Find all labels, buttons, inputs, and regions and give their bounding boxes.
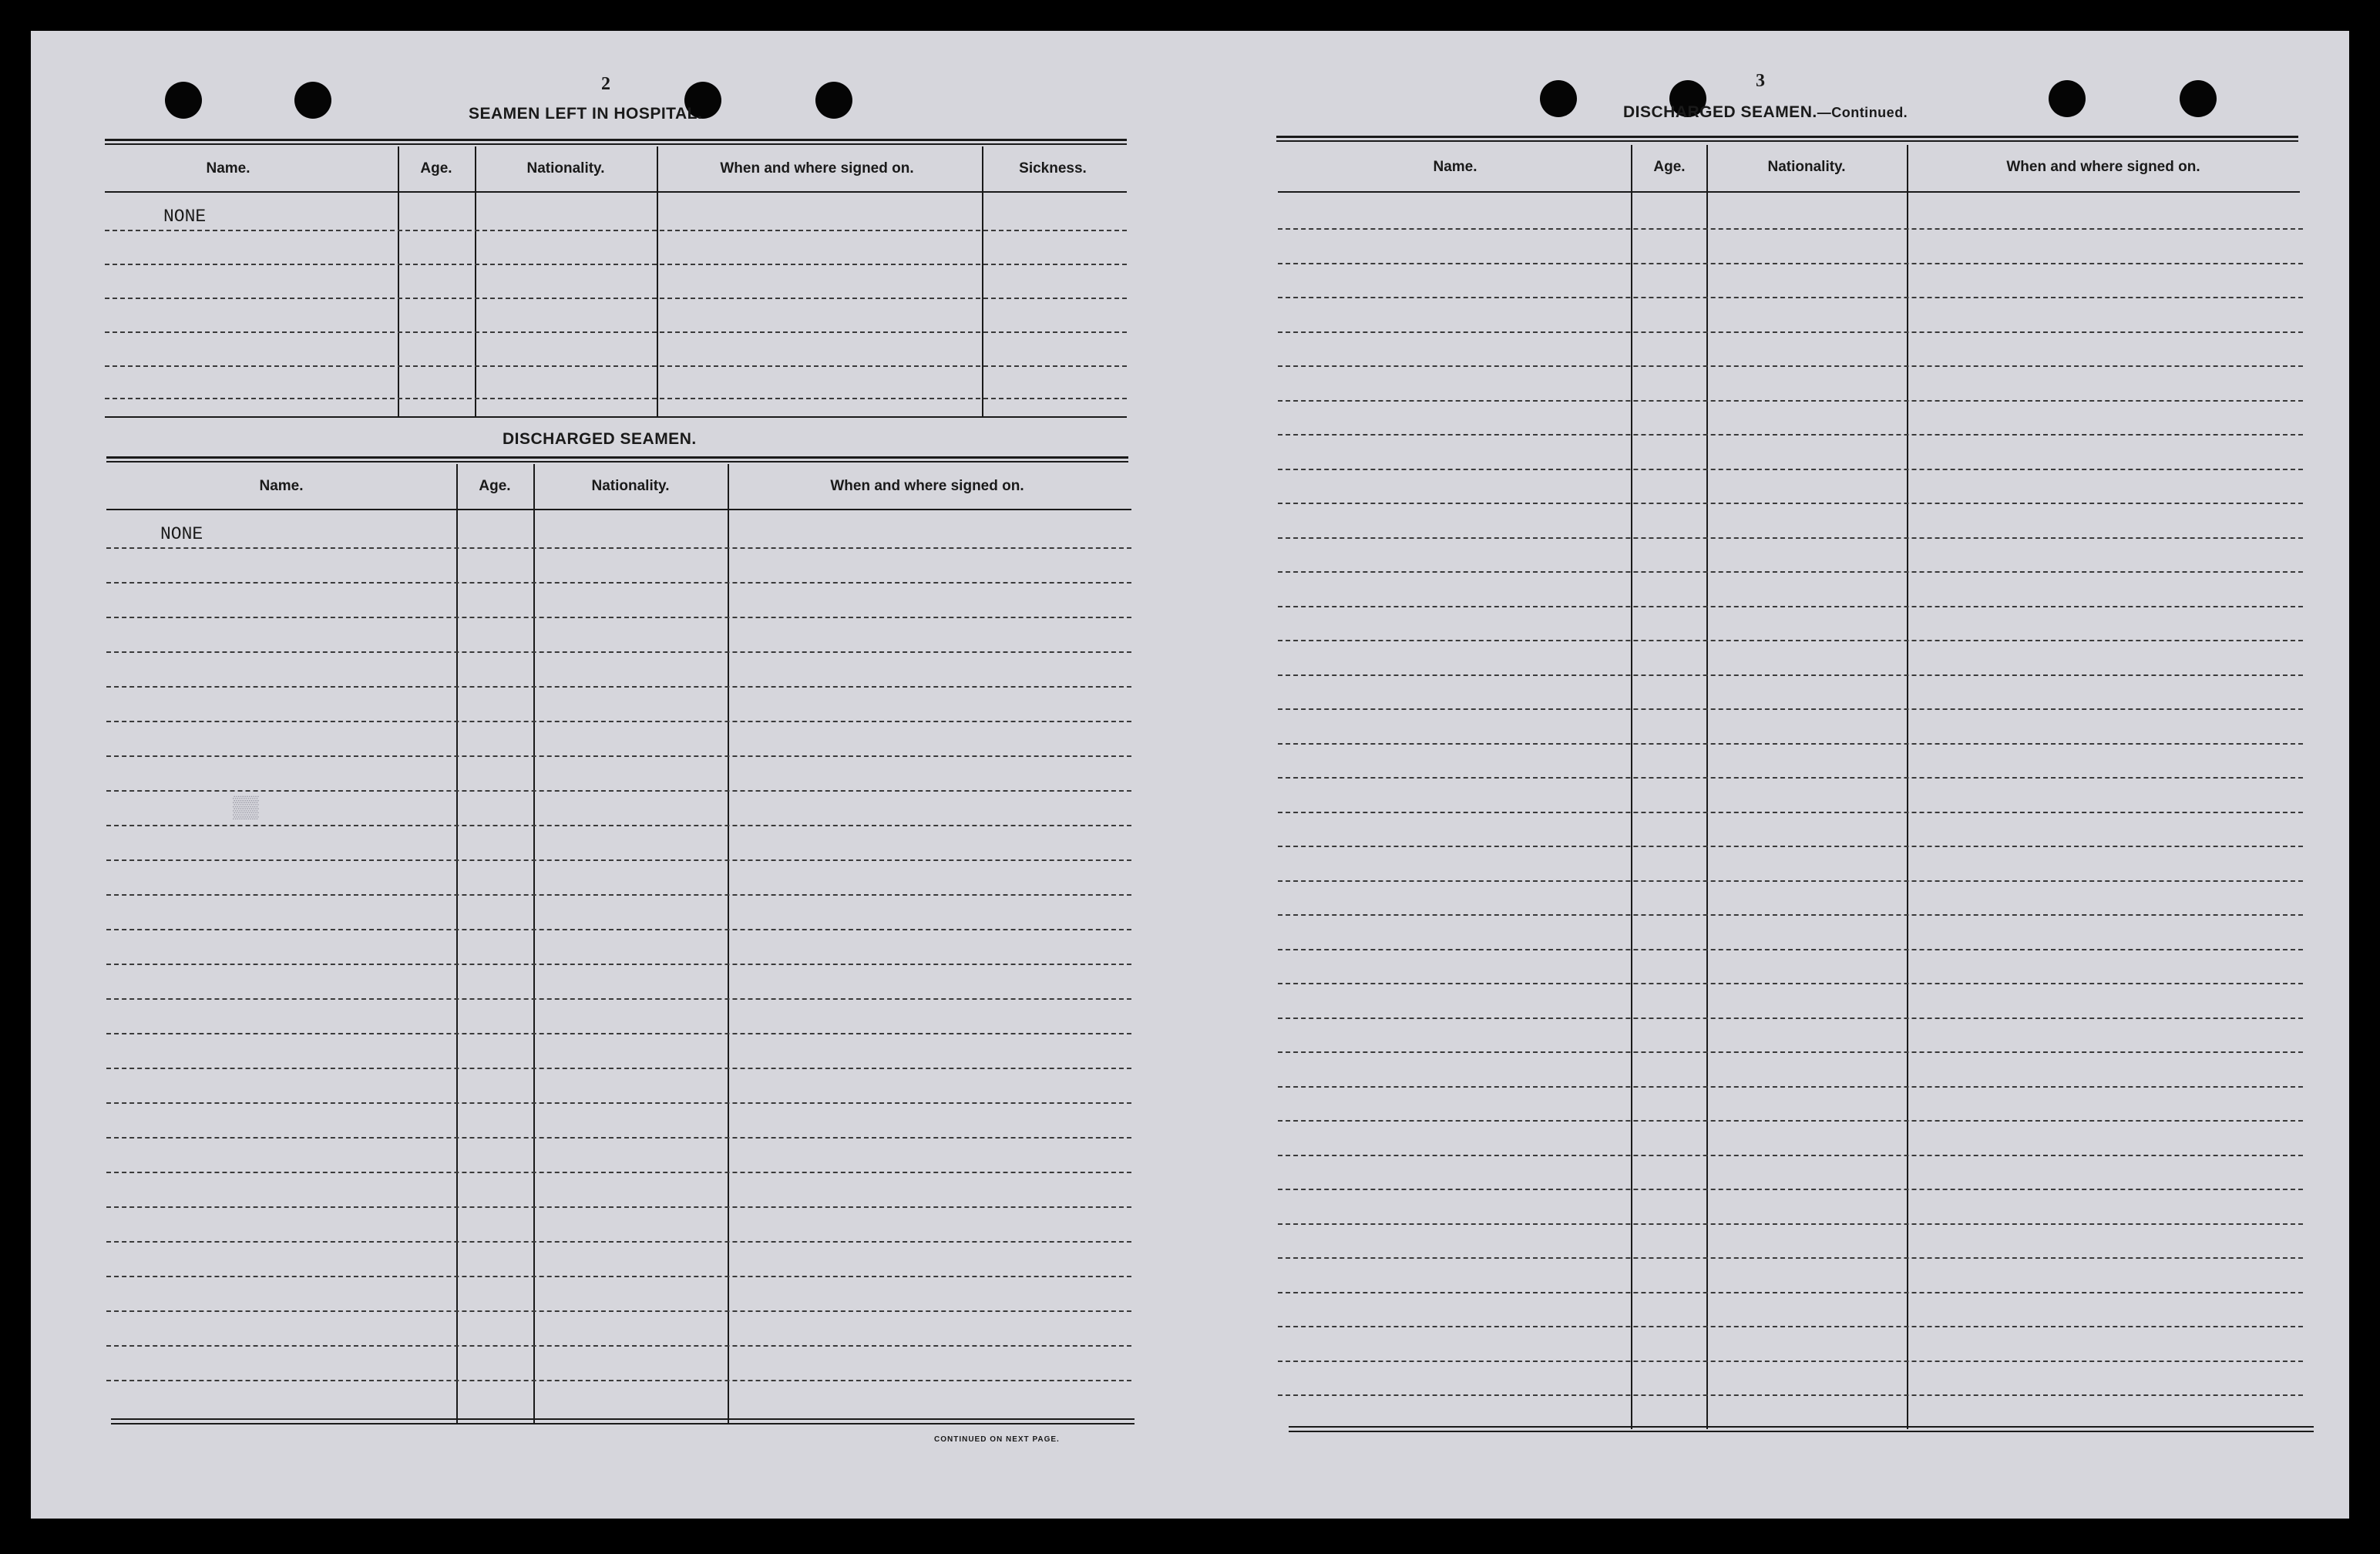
table-rule: [106, 456, 1128, 459]
punch-hole: [815, 82, 852, 119]
column-divider: [1631, 145, 1632, 1429]
table-rule: [1276, 136, 2298, 138]
column-header-signed-on: When and where signed on.: [830, 478, 1024, 494]
column-header-nationality: Nationality.: [526, 160, 605, 177]
column-header-age: Age.: [1653, 159, 1686, 175]
entry-line: [106, 1102, 1131, 1104]
header-rule: [105, 191, 1127, 193]
column-divider: [657, 146, 658, 416]
punch-hole: [2180, 80, 2217, 117]
entry-line: [1278, 331, 2303, 333]
entry-line: [1278, 228, 2303, 230]
entry-line: [1278, 1326, 2303, 1327]
column-divider: [456, 464, 458, 1423]
entry-line: [105, 365, 1127, 367]
entry-line: [106, 1206, 1131, 1208]
entry-line: [106, 859, 1131, 861]
hospital-entry-name: NONE: [163, 207, 207, 227]
entry-line: [1278, 1086, 2303, 1088]
page-number-right: 3: [1756, 71, 1765, 91]
entry-line: [106, 1137, 1131, 1139]
entry-line: [1278, 1361, 2303, 1362]
entry-line: [1278, 469, 2303, 470]
table-rule: [1289, 1431, 2314, 1432]
column-header-signed-on: When and where signed on.: [720, 160, 914, 177]
page-number-left: 2: [601, 74, 610, 94]
column-header-age: Age.: [479, 478, 511, 494]
column-header-age: Age.: [420, 160, 452, 177]
entry-line: [1278, 949, 2303, 950]
entry-line: [106, 686, 1131, 688]
entry-line: [1278, 1223, 2303, 1225]
entry-line: [106, 1276, 1131, 1277]
table-rule: [106, 461, 1128, 462]
table-rule: [105, 416, 1127, 418]
entry-line: [1278, 434, 2303, 436]
entry-line: [1278, 1120, 2303, 1122]
table-rule: [105, 143, 1127, 145]
table-rule: [1276, 140, 2298, 142]
entry-line: [1278, 708, 2303, 710]
entry-line: [1278, 983, 2303, 984]
column-divider: [475, 146, 476, 416]
section-title-suffix: —Continued.: [1817, 105, 1908, 120]
entry-line: [106, 1172, 1131, 1173]
discharged-entry-name: NONE: [160, 524, 203, 544]
column-divider: [982, 146, 983, 416]
entry-line: [1278, 1394, 2303, 1396]
header-rule: [106, 509, 1131, 510]
column-header-signed-on: When and where signed on.: [2006, 159, 2200, 175]
document-sheet: [31, 31, 2349, 1519]
entry-line: [105, 331, 1127, 333]
column-header-name: Name.: [206, 160, 250, 177]
table-rule: [111, 1418, 1135, 1420]
table-rule: [1289, 1426, 2314, 1428]
column-header-nationality: Nationality.: [591, 478, 670, 494]
column-divider: [728, 464, 729, 1423]
punch-hole: [165, 82, 202, 119]
entry-line: [1278, 1018, 2303, 1019]
entry-line: [106, 1380, 1131, 1381]
entry-line: [105, 298, 1127, 299]
entry-line: [106, 1068, 1131, 1069]
entry-line: [1278, 777, 2303, 779]
entry-line: [1278, 1051, 2303, 1053]
punch-hole: [1540, 80, 1577, 117]
column-divider: [533, 464, 535, 1423]
entry-line: [1278, 880, 2303, 882]
entry-line: [1278, 846, 2303, 847]
entry-line: [1278, 914, 2303, 916]
entry-line: [106, 582, 1131, 584]
section-title-text: DISCHARGED SEAMEN.: [1623, 103, 1817, 121]
entry-line: [105, 230, 1127, 231]
entry-line: [1278, 537, 2303, 539]
discharged-continued-title: [1623, 103, 1908, 122]
entry-line: [106, 617, 1131, 618]
entry-line: [1278, 503, 2303, 504]
column-header-name: Name.: [259, 478, 304, 494]
entry-line: [1278, 263, 2303, 264]
entry-line: [105, 398, 1127, 399]
column-header-sickness: Sickness.: [1019, 160, 1087, 177]
entry-line: [1278, 640, 2303, 641]
entry-line: [106, 547, 1131, 549]
entry-line: [1278, 297, 2303, 298]
column-header-nationality: Nationality.: [1767, 159, 1846, 175]
entry-line: [106, 1310, 1131, 1312]
entry-line: [106, 894, 1131, 896]
entry-line: [1278, 674, 2303, 676]
entry-line: [106, 929, 1131, 930]
entry-line: [1278, 1257, 2303, 1259]
entry-line: [1278, 1155, 2303, 1156]
table-rule: [111, 1423, 1135, 1424]
header-rule: [1278, 191, 2300, 193]
entry-line: [106, 790, 1131, 792]
entry-line: [106, 825, 1131, 826]
table-rule: [105, 139, 1127, 141]
entry-line: [1278, 400, 2303, 402]
entry-line: [106, 1345, 1131, 1347]
entry-line: [106, 651, 1131, 653]
column-divider: [1907, 145, 1908, 1429]
punch-hole: [2049, 80, 2086, 117]
column-divider: [398, 146, 399, 416]
continued-note: CONTINUED ON NEXT PAGE.: [934, 1435, 1060, 1444]
column-divider: [1706, 145, 1708, 1429]
entry-line: [1278, 1189, 2303, 1190]
entry-line: [1278, 571, 2303, 573]
entry-line: [106, 755, 1131, 757]
entry-line: [105, 264, 1127, 265]
discharged-section-title: DISCHARGED SEAMEN.: [503, 430, 697, 448]
entry-line: [1278, 743, 2303, 745]
entry-line: [1278, 365, 2303, 367]
entry-line: [1278, 606, 2303, 607]
entry-line: [106, 1241, 1131, 1243]
entry-line: [106, 998, 1131, 1000]
entry-line: [106, 721, 1131, 722]
entry-line: [106, 964, 1131, 965]
faint-bleed-mark: ▒▒: [233, 797, 259, 821]
punch-hole: [294, 82, 331, 119]
entry-line: [1278, 812, 2303, 813]
hospital-section-title: SEAMEN LEFT IN HOSPITAL.: [469, 105, 703, 123]
entry-line: [1278, 1292, 2303, 1293]
entry-line: [106, 1033, 1131, 1034]
column-header-name: Name.: [1433, 159, 1477, 175]
